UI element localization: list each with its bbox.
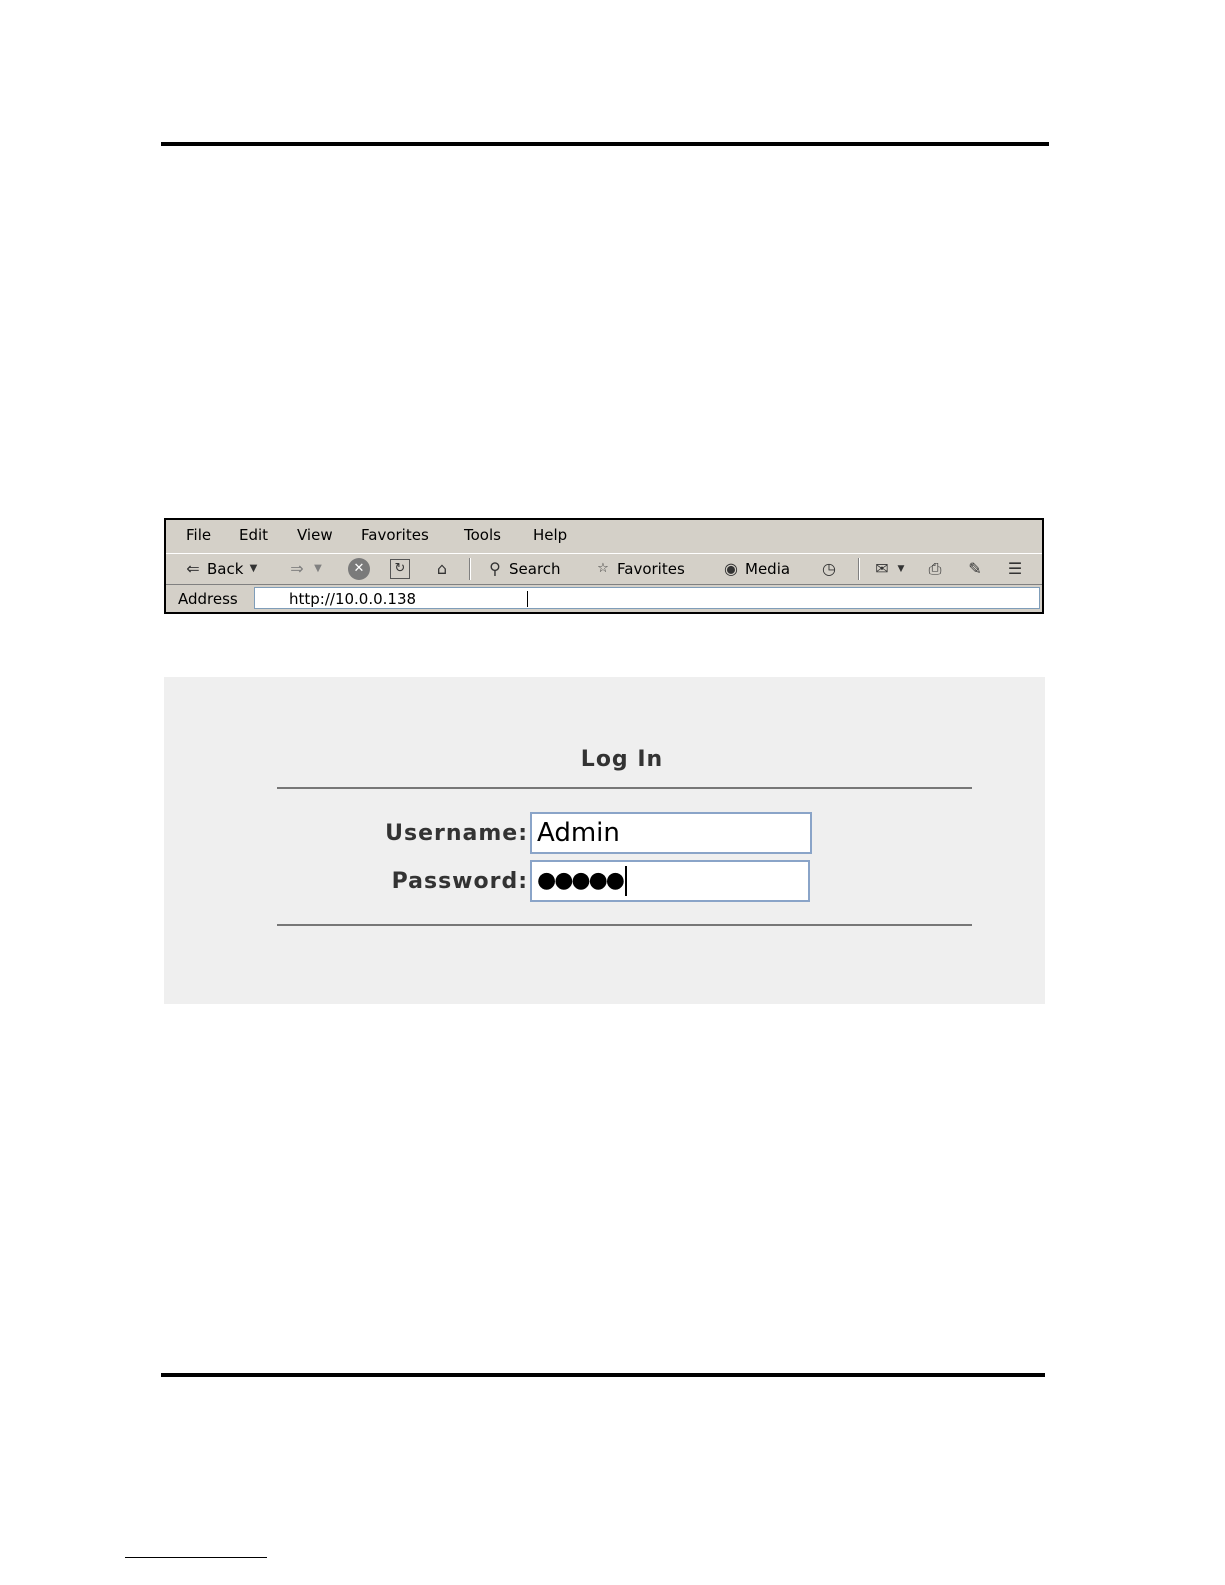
stop-button[interactable] (348, 557, 370, 581)
search-icon: ⚲ (489, 559, 501, 578)
history-icon: ◷ (822, 559, 836, 578)
print-button[interactable] (924, 557, 946, 581)
forward-button[interactable] (286, 557, 325, 581)
search-label: Search (509, 560, 561, 578)
chevron-down-icon: ▼ (897, 564, 905, 574)
menu-bar (166, 520, 1042, 550)
menu-help[interactable]: Help (533, 526, 568, 544)
media-icon: ◉ (724, 559, 738, 578)
home-icon: ⌂ (436, 559, 448, 578)
favorites-icon: ☆ (597, 561, 609, 576)
home-button[interactable] (431, 557, 453, 581)
media-button[interactable] (720, 557, 790, 581)
password-input[interactable] (530, 860, 810, 902)
stop-icon: ✕ (348, 558, 370, 580)
header-rule (161, 142, 1049, 146)
refresh-icon: ↻ (390, 559, 410, 579)
divider-top (277, 787, 972, 789)
history-button[interactable] (818, 557, 840, 581)
text-caret (527, 591, 528, 607)
divider-bottom (277, 924, 972, 926)
media-label: Media (745, 560, 791, 578)
chevron-down-icon: ▼ (314, 563, 322, 574)
favorites-label: Favorites (617, 560, 685, 578)
address-bar (166, 584, 1042, 613)
username-value: Admin (537, 818, 620, 848)
favorites-button[interactable] (592, 557, 685, 581)
username-label: Username: (385, 821, 528, 846)
refresh-button[interactable] (390, 557, 410, 581)
login-panel (164, 677, 1045, 1004)
toolbar-separator (469, 558, 471, 580)
footer-rule (161, 1373, 1045, 1377)
back-label: Back (207, 560, 244, 578)
username-input[interactable] (530, 812, 812, 854)
document-icon: ☰ (1007, 559, 1023, 578)
footnote-rule (125, 1557, 267, 1558)
login-title: Log In (580, 747, 664, 772)
browser-window (164, 518, 1044, 614)
back-button[interactable] (182, 557, 260, 581)
toolbar-separator (858, 558, 860, 580)
menu-view[interactable]: View (297, 526, 333, 544)
toolbar (166, 553, 1042, 584)
edit-button[interactable] (964, 557, 986, 581)
menu-tools[interactable]: Tools (464, 526, 501, 544)
address-input[interactable] (254, 587, 1040, 609)
menu-favorites[interactable]: Favorites (361, 526, 429, 544)
password-value: ●●●●● (537, 868, 623, 893)
mail-button[interactable] (871, 557, 906, 581)
password-label: Password: (391, 869, 528, 894)
forward-arrow-icon: ⇒ (290, 559, 304, 578)
text-caret (625, 866, 627, 896)
address-value: http://10.0.0.138 (289, 590, 417, 608)
search-button[interactable] (484, 557, 561, 581)
mail-icon: ✉ (875, 559, 889, 578)
menu-edit[interactable]: Edit (239, 526, 269, 544)
menu-file[interactable]: File (186, 526, 212, 544)
address-label: Address (178, 590, 238, 608)
chevron-down-icon: ▼ (249, 563, 258, 574)
edit-icon: ✎ (968, 559, 982, 578)
back-arrow-icon: ⇐ (186, 559, 200, 578)
print-icon: ⎙ (928, 559, 942, 578)
discuss-button[interactable] (1004, 557, 1026, 581)
